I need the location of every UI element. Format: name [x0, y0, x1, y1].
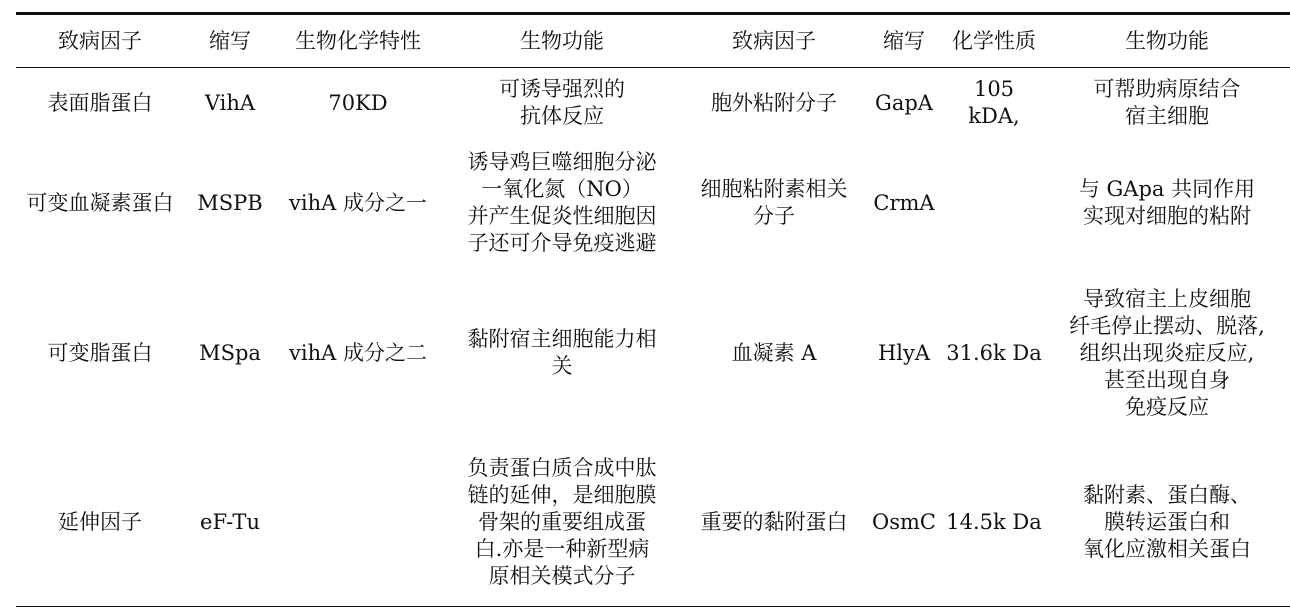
abbr-cell: eF-Tu — [200, 509, 260, 534]
function-line: 一氧化氮（NO） — [481, 177, 643, 201]
function-cell — [440, 138, 684, 268]
abbr-cell: OsmC — [872, 509, 936, 534]
function-line: 原相关模式分子 — [488, 563, 636, 588]
function-line: 实现对细胞的粘附 — [1083, 204, 1251, 228]
function-line: 免疫反应 — [1125, 394, 1209, 419]
function-line: 诱导鸡巨噬细胞分泌 — [467, 150, 657, 174]
pathogenic-factors-table — [16, 12, 1290, 607]
header-abbr-left: 缩写 — [209, 28, 251, 53]
function-cell — [440, 268, 684, 438]
function-line: 并产生促炎性细胞因 — [467, 204, 657, 228]
factor-cell: 血凝素 A — [731, 340, 817, 365]
table-header — [16, 14, 1290, 68]
factor-cell: 胞外粘附分子 — [711, 90, 837, 115]
function-line: 可帮助病原结合 — [1093, 77, 1241, 101]
function-line: 负责蛋白质合成中肽 — [467, 455, 657, 480]
function-line: 抗体反应 — [520, 104, 604, 128]
function-line: 组织出现炎症反应, — [1079, 340, 1255, 365]
factor-cell: 可变脂蛋白 — [47, 340, 153, 365]
chem-cell: 14.5k Da — [946, 509, 1042, 534]
function-line: 链的延伸，是细胞膜 — [467, 482, 657, 507]
function-line: 黏附宿主细胞能力相 — [467, 327, 657, 351]
header-factor-left: 致病因子 — [58, 28, 142, 53]
table-row — [16, 138, 1290, 268]
abbr-cell: MSPB — [197, 190, 263, 215]
factor-cell: 延伸因子 — [58, 509, 142, 534]
factor-line: 分子 — [753, 204, 795, 228]
header-biochem: 生物化学特性 — [295, 28, 421, 53]
header-factor-right: 致病因子 — [732, 28, 816, 53]
function-line: 膜转运蛋白和 — [1104, 509, 1230, 534]
factor-cell: 可变血凝素蛋白 — [26, 190, 174, 215]
function-line: 与 GApa 共同作用 — [1078, 177, 1256, 201]
function-cell — [440, 68, 684, 139]
function-line: 骨架的重要组成蛋 — [478, 509, 646, 534]
function-line: 甚至出现自身 — [1104, 367, 1230, 392]
factor-cell: 表面脂蛋白 — [47, 90, 153, 115]
table-row — [16, 68, 1290, 139]
function-line: 子还可介导免疫逃避 — [467, 231, 657, 255]
function-cell — [1044, 138, 1290, 268]
header-abbr-right: 缩写 — [883, 28, 925, 53]
factor-cell: 重要的黏附蛋白 — [700, 509, 848, 534]
factor-cell — [684, 138, 864, 268]
function-line: 黏附素、蛋白酶、 — [1083, 482, 1251, 507]
abbr-cell: GapA — [875, 90, 933, 115]
function-line: 关 — [551, 354, 573, 378]
header-row — [16, 14, 1290, 68]
factor-line: 细胞粘附素相关 — [700, 177, 848, 201]
function-line: 可诱导强烈的 — [499, 77, 625, 101]
abbr-cell: VihA — [204, 90, 256, 115]
function-cell — [1044, 68, 1290, 139]
abbr-cell: CrmA — [873, 190, 935, 215]
chem-cell — [944, 138, 1044, 268]
function-cell — [1044, 268, 1290, 438]
chem-cell: 31.6k Da — [946, 340, 1042, 365]
chem-cell: 105 kDA, — [968, 77, 1020, 128]
function-cell — [440, 438, 684, 607]
biochem-cell: vihA 成分之一 — [289, 190, 427, 215]
header-chem: 化学性质 — [952, 28, 1036, 53]
function-line: 纤毛停止摆动、脱落, — [1069, 313, 1265, 338]
function-line: 宿主细胞 — [1125, 104, 1209, 128]
biochem-cell — [276, 438, 440, 607]
abbr-cell: HlyA — [877, 340, 931, 365]
biochem-cell: 70KD — [328, 90, 388, 115]
table-row — [16, 268, 1290, 438]
abbr-cell: MSpa — [199, 340, 261, 365]
header-function-right: 生物功能 — [1125, 28, 1209, 53]
biochem-cell: vihA 成分之二 — [289, 340, 427, 365]
table-row — [16, 438, 1290, 607]
function-line: 导致宿主上皮细胞 — [1083, 286, 1251, 311]
table-body — [16, 68, 1290, 607]
function-line: 氧化应激相关蛋白 — [1083, 536, 1251, 561]
header-function-left: 生物功能 — [520, 28, 604, 53]
function-line: 白.亦是一种新型病 — [474, 536, 650, 561]
function-cell — [1044, 438, 1290, 607]
